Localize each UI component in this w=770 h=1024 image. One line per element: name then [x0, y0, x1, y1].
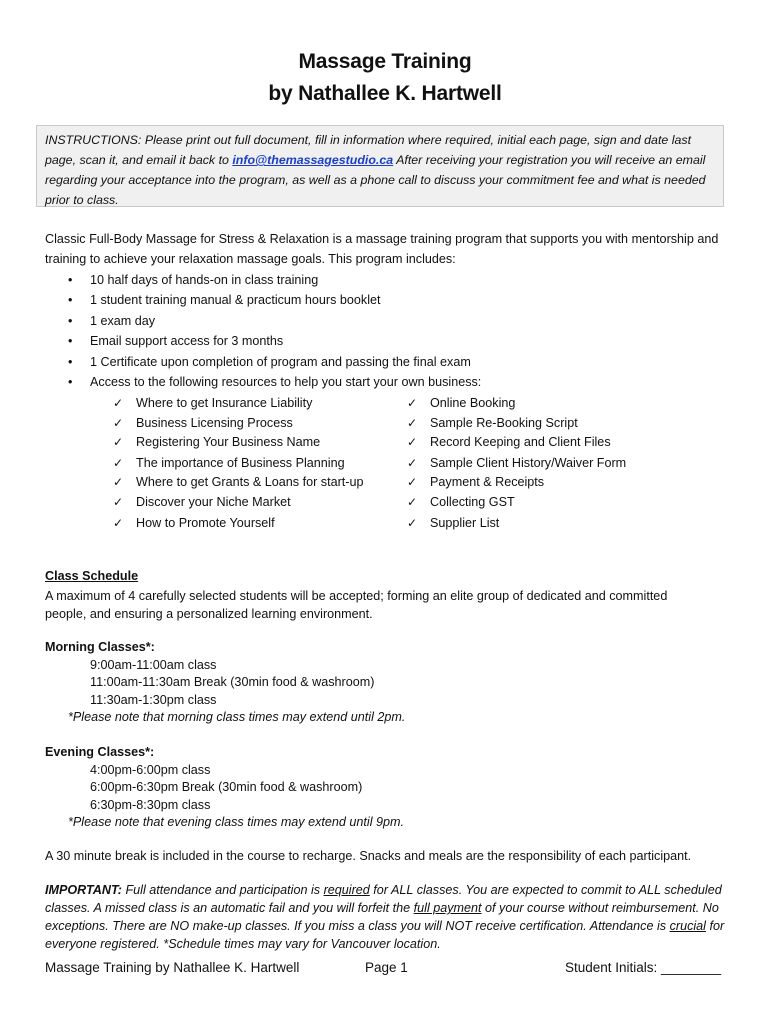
evening-heading: Evening Classes*: [45, 745, 155, 759]
schedule-line-2: people, and ensuring a personalized learning environment. [45, 607, 373, 621]
resource-item: ✓ Business Licensing Process [136, 413, 293, 433]
document-title: Massage Training [298, 50, 472, 73]
list-item: • 1 Certificate upon completion of program and passing the final exam [90, 352, 471, 372]
morning-time: 11:30am-1:30pm class [90, 693, 217, 707]
list-item: • 10 half days of hands-on in class training [90, 270, 318, 290]
evening-time: 6:30pm-8:30pm class [90, 798, 211, 812]
resource-item: ✓ Payment & Receipts [430, 472, 544, 492]
break-note: A 30 minute break is included in the course to recharge. Snacks and meals are the responsibility of each participant. [45, 849, 692, 863]
evening-time: 6:00pm-6:30pm Break (30min food & washroom) [90, 780, 363, 794]
resource-item: ✓ Collecting GST [430, 492, 515, 512]
resource-item: ✓ Discover your Niche Market [136, 492, 291, 512]
resource-item: ✓ Sample Re-Booking Script [430, 413, 578, 433]
footer-page-number: Page 1 [365, 960, 408, 975]
resource-item: ✓ Supplier List [430, 513, 499, 533]
morning-time: 9:00am-11:00am class [90, 658, 217, 672]
schedule-heading: Class Schedule [45, 569, 139, 583]
resource-item: ✓ Where to get Grants & Loans for start-up [136, 472, 364, 492]
list-item: • 1 student training manual & practicum hours booklet [90, 290, 381, 310]
schedule-line-1: A maximum of 4 carefully selected students will be accepted; forming an elite group of dedicated and committed [45, 589, 668, 603]
intro-line-2: training to achieve your relaxation massage goals. This program includes: [45, 252, 456, 266]
footer-student-initials: Student Initials: ________ [565, 960, 722, 975]
instructions-box [36, 125, 724, 207]
resource-item: ✓ Record Keeping and Client Files [430, 432, 611, 452]
resource-item: ✓ The importance of Business Planning [136, 453, 345, 473]
resource-item: ✓ Online Booking [430, 393, 515, 413]
footer-title: Massage Training by Nathallee K. Hartwell [45, 960, 300, 975]
list-item: • Access to the following resources to help you start your own business: [90, 372, 481, 392]
resource-item: ✓ Where to get Insurance Liability [136, 393, 312, 413]
evening-time: 4:00pm-6:00pm class [90, 763, 211, 777]
intro-line-1: Classic Full-Body Massage for Stress & Relaxation is a massage training program that supports you with mentorship and [45, 232, 719, 246]
important-notice: IMPORTANT: Full attendance and participation is required for ALL classes. You are expected to commit to ALL scheduled classes. A missed class is an automatic fail and you will forfeit the full payment of your course without reimbursement. No exceptions. There are NO make-up classes. If you miss a class you will NOT receive certification. Attendance is crucial for everyone registered. *Schedule times may vary for Vancouver location. [45, 883, 725, 951]
list-item: • 1 exam day [90, 311, 155, 331]
morning-heading: Morning Classes*: [45, 640, 155, 654]
morning-note: *Please note that morning class times may extend until 2pm. [68, 710, 406, 724]
morning-time: 11:00am-11:30am Break (30min food & washroom) [90, 675, 375, 689]
evening-note: *Please note that evening class times may extend until 9pm. [68, 815, 405, 829]
document-subtitle: by Nathallee K. Hartwell [268, 82, 502, 105]
instructions-prefix: INSTRUCTIONS: Please print out full document, fill in information where required, initial each page, sign and date last page, scan it, and email it back to [45, 133, 692, 167]
important-label: IMPORTANT: [45, 883, 122, 897]
instructions-suffix: After receiving your registration you will receive an email regarding your acceptance into the program, as well as a phone call to discuss your commitment fee and what is needed prior to class. [45, 153, 706, 207]
resource-item: ✓ Registering Your Business Name [136, 432, 320, 452]
list-item: • Email support access for 3 months [90, 331, 283, 351]
resource-item: ✓ Sample Client History/Waiver Form [430, 453, 626, 473]
email-link[interactable]: info@themassagestudio.ca [232, 153, 394, 167]
resource-item: ✓ How to Promote Yourself [136, 513, 275, 533]
